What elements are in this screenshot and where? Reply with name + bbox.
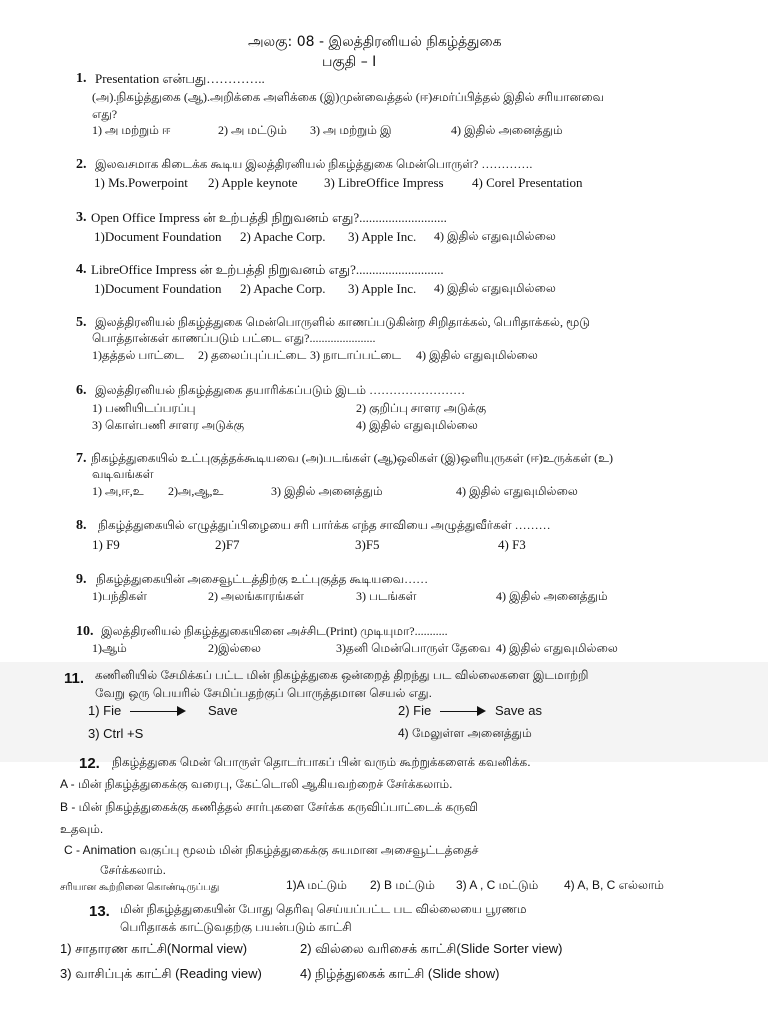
option: 4) F3 — [498, 537, 526, 552]
question-text: நிகழ்த்துகையில் உட்புகுத்தக்கூடியவை (அ)படங்கள் (ஆ)ஒலிகள் (இ)ஒளியுருகள் (ஈ)உருக்கள் (உ) — [91, 451, 613, 465]
question-text: வேறு ஒரு பெயரில் சேமிப்பதற்குப் பொருத்தமான செயல் எது. — [95, 686, 432, 700]
question-text: பொத்தான்கள் காணப்படும் பட்டை எது?...................... — [92, 331, 376, 345]
question-text: மின் நிகழ்த்துகையின் போது தெரிவு செய்யப்பட்ட பட வில்லையை பூரணம — [120, 902, 527, 916]
option: 3) வாசிப்புக் காட்சி (Reading view) — [60, 966, 262, 981]
option: 4) நிழ்த்துகைக் காட்சி (Slide show) — [300, 966, 500, 981]
question-text: கணினியில் சேமிக்கப் பட்ட மின் நிகழ்த்துகை ஒன்றைத் திறந்து பட வில்லைகளை இடமாற்றி — [95, 668, 589, 682]
statement-a: A - மின் நிகழ்த்துகைக்கு வரைபு, கேட்டொலி ஆகியவற்றைச் சேர்க்கலாம். — [60, 777, 453, 791]
option: 1)தத்தல் பாட்டை — [92, 348, 185, 362]
option: 2)அ,ஆ,உ — [168, 484, 224, 498]
option: 2) குறிப்பு சாளர அடுக்கு — [356, 401, 487, 415]
option: 3) Apple Inc. — [348, 281, 417, 296]
option: 2) அ மட்டும் — [218, 123, 287, 137]
option: 4) இதில் எதுவுமில்லை — [356, 418, 478, 432]
statement-b: B - மின் நிகழ்த்துகைக்கு கணித்தல் சார்புகளை சேர்க்க கருவிப்பாட்டைக் கருவி — [60, 800, 478, 814]
question-text: எது? — [92, 107, 118, 121]
option: 1)Document Foundation — [94, 281, 222, 296]
option: 1) Fie — [88, 703, 122, 718]
question-number: 4. — [76, 262, 87, 277]
option: 1) அ,ஈ,உ — [92, 484, 144, 498]
option: 2) B மட்டும் — [370, 878, 435, 892]
question-number: 1. — [76, 71, 87, 86]
question-text: Presentation என்பது………….. — [95, 71, 265, 86]
arrow-icon — [440, 711, 484, 712]
option: 2) Apple keynote — [208, 175, 298, 190]
question-number: 10. — [76, 624, 94, 639]
option: 4) A, B, C எல்லாம் — [564, 878, 664, 892]
option: 3) Apple Inc. — [348, 229, 417, 244]
question-text: நிகழ்த்துகையின் அசைவூட்டத்திற்கு உட்புகுத்த கூடியவை…… — [96, 572, 429, 586]
option: 3)F5 — [355, 537, 380, 552]
question-text: வடிவங்கள் — [92, 467, 154, 481]
question-number: 9. — [76, 572, 87, 587]
question-number: 8. — [76, 518, 87, 533]
option: 3) A , C மட்டும் — [456, 878, 539, 892]
option: 2) வில்லை வரிசைக் காட்சி(Slide Sorter view) — [300, 941, 563, 956]
option: 1)Document Foundation — [94, 229, 222, 244]
question-text: இலத்திரனியல் நிகழ்த்துகை தயாரிக்கப்படும் இடம் …………………… — [95, 383, 466, 397]
question-text: Open Office Impress ன் உற்பத்தி நிறுவனம் எது?........................... — [91, 210, 447, 225]
option: 2) Apache Corp. — [240, 281, 326, 296]
option: 4) இதில் எதுவுமில்லை — [434, 281, 556, 295]
option: 3) Ctrl +S — [88, 726, 144, 741]
option: 1)ஆம் — [92, 641, 127, 655]
option: 4) மேலுள்ள அனைத்தும் — [398, 726, 532, 740]
option: 1) Ms.Powerpoint — [94, 175, 188, 190]
option: 1)A மட்டும் — [286, 878, 347, 892]
option: 2) அலங்காரங்கள் — [208, 589, 304, 603]
option: 3) நாடாப்பட்டை — [310, 348, 402, 362]
question-prompt: சரியான கூற்றினை கொண்டிருப்பது — [60, 882, 220, 893]
question-number: 5. — [76, 315, 87, 330]
arrow-icon — [130, 711, 184, 712]
question-text: நிகழ்த்துகை மென் பொருள் தொடர்பாகப் பின் வரும் கூற்றுக்களைக் கவனிக்க. — [112, 755, 531, 769]
option: 3) LibreOffice Impress — [324, 175, 444, 190]
option: 4) இதில் எதுவுமில்லை — [434, 229, 556, 243]
question-text: (அ).நிகழ்த்துகை (ஆ).அறிக்கை அளிக்கை (இ)முன்வைத்தல் (ஈ)சமர்ப்பித்தல் இதில் சரியானவை — [92, 90, 605, 104]
option: 4) இதில் எதுவுமில்லை — [416, 348, 538, 362]
part-title: பகுதி – I — [322, 54, 377, 70]
option: 4) இதில் எதுவுமில்லை — [496, 641, 618, 655]
question-text: பெரிதாகக் காட்டுவதற்கு பயன்படும் காட்சி — [120, 920, 352, 934]
option: 2) Fie — [398, 703, 432, 718]
question-number: 11. — [64, 670, 85, 687]
question-number: 13. — [89, 903, 110, 920]
question-number: 6. — [76, 383, 87, 398]
question-number: 7. — [76, 451, 87, 466]
option: 2) தலைப்புப்பட்டை — [198, 348, 307, 362]
option: 2)F7 — [215, 537, 240, 552]
option: 3) இதில் அனைத்தும் — [271, 484, 383, 498]
option: 1) சாதாரண காட்சி(Normal view) — [60, 941, 248, 956]
statement-c: C - Animation வகுப்பு மூலம் மின் நிகழ்த்துகைக்கு சுயமான அசைவூட்டத்தைச் — [64, 843, 479, 857]
option: 1) F9 — [92, 537, 120, 552]
option: 4) Corel Presentation — [472, 175, 583, 190]
question-text: இலத்திரனியல் நிகழ்த்துகை மென்பொருளில் காணப்படுகின்ற சிறிதாக்கல், பெரிதாக்கல், மூடு — [95, 315, 590, 329]
statement-b-cont: உதவும். — [60, 822, 104, 836]
unit-title: அலகு: 08 - இலத்திரனியல் நிகழ்த்துகை — [248, 34, 502, 50]
question-text: இலத்திரனியல் நிகழ்த்துகையினை அச்சிட(Print) முடியுமா?........... — [101, 624, 448, 638]
question-number: 2. — [76, 157, 87, 172]
option: Save as — [495, 703, 542, 718]
option: 3) கொள்பணி சாளர அடுக்கு — [92, 418, 245, 432]
option: 3) படங்கள் — [356, 589, 417, 603]
question-text: நிகழ்த்துகையில் எழுத்துப்பிழையை சரி பார்க்க எந்த சாவியை அழுத்துவீர்கள் ……… — [98, 518, 551, 532]
question-number: 12. — [79, 755, 100, 772]
option: 1) பணியிடப்பரப்பு — [92, 401, 196, 415]
question-text: LibreOffice Impress ன் உற்பத்தி நிறுவனம் எது?........................... — [91, 262, 444, 277]
option: 3) அ மற்றும் இ — [310, 123, 392, 137]
option: 4) இதில் அனைத்தும் — [496, 589, 608, 603]
option: 1) அ மற்றும் ஈ — [92, 123, 171, 137]
option: 3)தனி மென்பொருள் தேவை — [336, 641, 491, 655]
question-number: 3. — [76, 210, 87, 225]
question-text: இலவசமாக கிடைக்க கூடிய இலத்திரனியல் நிகழ்த்துகை மென்பொருள்? …………. — [95, 157, 533, 171]
option: Save — [208, 703, 238, 718]
option: 4) இதில் அனைத்தும் — [451, 123, 563, 137]
option: 1)பந்திகள் — [92, 589, 147, 603]
statement-c-cont: சேர்க்கலாம். — [100, 863, 167, 877]
option: 4) இதில் எதுவுமில்லை — [456, 484, 578, 498]
option: 2) Apache Corp. — [240, 229, 326, 244]
option: 2)இல்லை — [208, 641, 261, 655]
